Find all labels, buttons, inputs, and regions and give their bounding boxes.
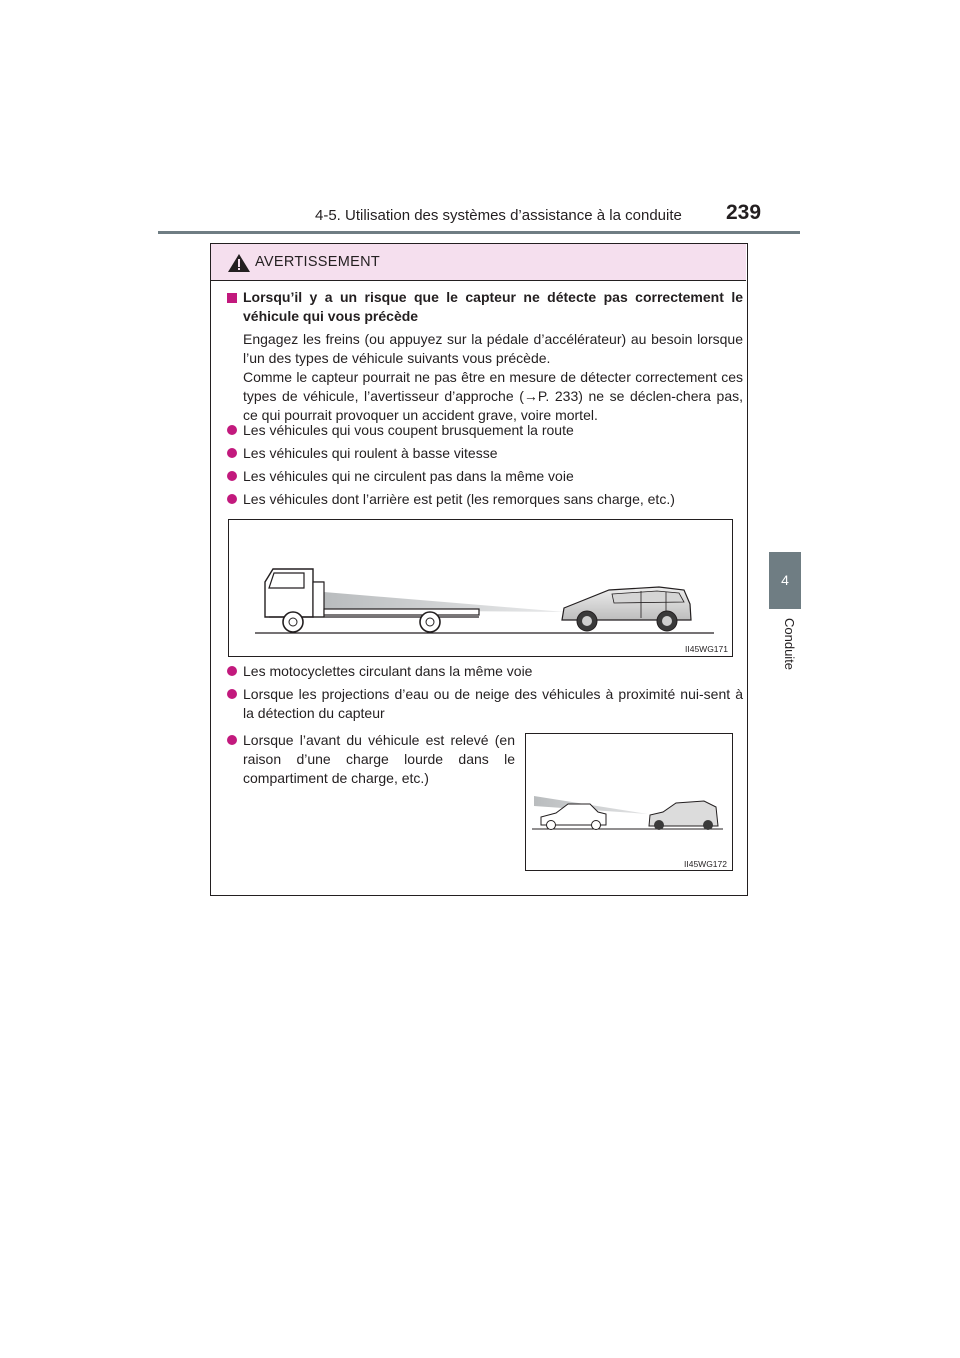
paragraph-2: Comme le capteur pourrait ne pas être en mesure de détecter correctement ces types de véhicule, l’avertisseur d’approche (→P. 233) ne se déclen-chera pas, ce qui pourrait provoquer un accident grave, voire mortel. — [243, 369, 743, 423]
header-rule — [158, 231, 800, 234]
section-title: 4-5. Utilisation des systèmes d’assistance à la conduite — [315, 207, 682, 224]
warning-header — [211, 244, 746, 281]
bullet-icon — [227, 689, 237, 699]
bullet-icon — [227, 471, 237, 481]
chapter-label: Conduite — [782, 618, 797, 671]
chapter-tab: 4 — [769, 552, 801, 609]
bullet-icon — [227, 425, 237, 435]
figure-truck — [228, 519, 733, 657]
page-number: 239 — [726, 201, 762, 224]
warning-triangle-icon — [227, 253, 251, 273]
bullet-icon — [227, 448, 237, 458]
warning-box: AVERTISSEMENT Lorsqu’il y a un risque que le capteur ne détecte pas correctement le véhicule qui vous précède Engagez les freins (ou appuyez sur la pédale d’accélérateur) au besoin lorsque l’un des types de véhicule suivants vous précède. Comme le capteur pourrait ne pas être en mesure de détecter correctement ces types de véhicule, l’avertisseur d’approche (→P. 233) ne se déclen-chera pas, ce qui pourrait provoquer un accident grave, voire mortel. Les véhicules qui vous coupent brusquement la route Les véhicules qui roulent à basse vitesse Les véhicules qui ne circulent pas dans la même voie Les véhicules dont l’arrière est petit (les remorques sans charge, etc.) II45WG171 Les motocyclettes circulant dans la même voie Lorsque les projections d’eau ou de neige des véhicules à proximité nui-sent à la détection du capteur Lorsque l’avant du véhicule est relevé (en raison d’une charge lourde dans le compartiment de charge, etc.) II45WG172 — [210, 243, 748, 896]
warning-title: AVERTISSEMENT — [255, 254, 381, 270]
figure-id: II45WG171 — [685, 644, 728, 654]
bullet-icon — [227, 735, 237, 745]
bullet-icon — [227, 494, 237, 504]
warning-heading: Lorsqu’il y a un risque que le capteur ne détecte pas correctement le véhicule qui vous précède — [243, 289, 743, 324]
paragraph-1: Engagez les freins (ou appuyez sur la pédale d’accélérateur) au besoin lorsque l’un des types de véhicule suivants vous précède. — [243, 331, 743, 366]
raised-front-illustration — [526, 734, 732, 870]
warning-paragraph — [243, 330, 743, 425]
truck-car-illustration — [229, 520, 732, 656]
figure-raised-front — [525, 733, 733, 871]
bullet-icon — [227, 666, 237, 676]
figure-id: II45WG172 — [684, 859, 727, 869]
heading-square-icon — [227, 293, 237, 303]
